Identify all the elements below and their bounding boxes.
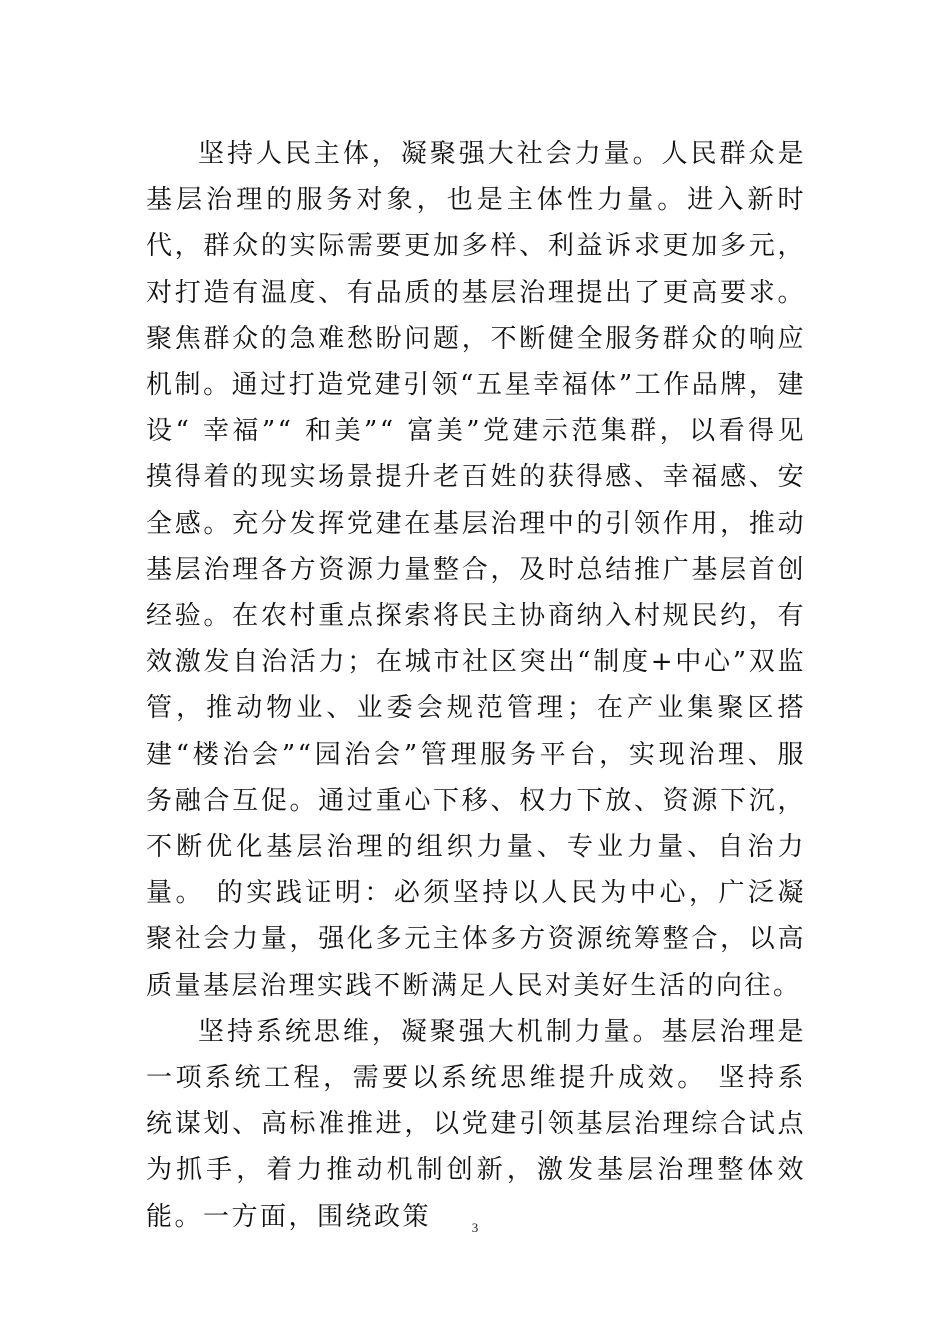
page-number: 3 <box>471 1220 479 1235</box>
paragraph-systems-thinking: 坚持系统思维，凝聚强大机制力量。基层治理是一项系统工程，需要以系统思维提升成效。 坚持系统谋划、高标准推进，以党建引领基层治理综合试点为抓手，着力推动机制创新，激发基层治理整体效能。一方面，围绕政策 <box>146 1016 806 1232</box>
document-body <box>146 131 806 1240</box>
paragraph-people-subject: 坚持人民主体，凝聚强大社会力量。人民群众是基层治理的服务对象，也是主体性力量。进入新时代，群众的实际需要更加多样、利益诉求更加多元，对打造有温度、有品质的基层治理提出了更高要求。 聚焦群众的急难愁盼问题，不断健全服务群众的响应机制。通过打造党建引领“五星幸福体”工作品牌，建设“ 幸福”“ 和美”“ 富美”党建示范集群，以看得见摸得着的现实场景提升老百姓的获得感、幸福感、安全感。充分发挥党建在基层治理中的引领作用，推动基层治理各方资源力量整合，及时总结推广基层首创经验。在农村重点探索将民主协商纳入村规民约，有效激发自治活力；在城市社区突出“制度+中心”双监管，推动物业、业委会规范管理；在产业集聚区搭建“楼治会”“园治会”管理服务平台，实现治理、服务融合互促。通过重心下移、权力下放、资源下沉，不断优化基层治理的组织力量、专业力量、自治力量。 的实践证明：必须坚持以人民为中心，广泛凝聚社会力量，强化多元主体多方资源统筹整合，以高质量基层治理实践不断满足人民对美好生活的向往。 <box>146 139 806 1001</box>
